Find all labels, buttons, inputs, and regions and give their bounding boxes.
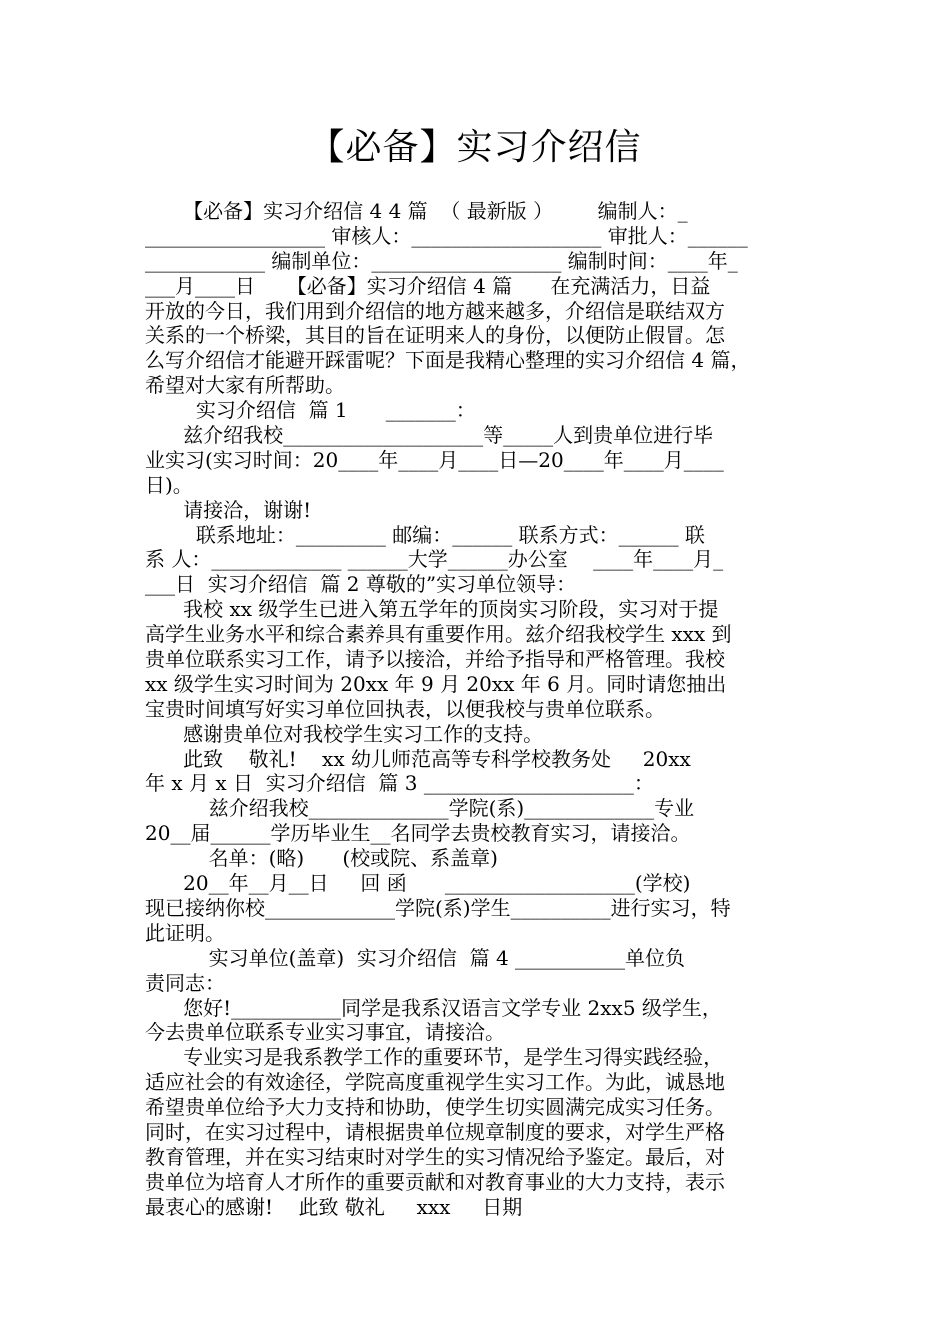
body-text-line: 关系的一个桥梁，其目的旨在证明来人的身份，以便防止假冒。怎 xyxy=(145,323,725,348)
body-text-line: 贵单位联系实习工作，请予以接洽，并给予指导和严格管理。我校 xyxy=(145,647,725,672)
body-text-line: 我校 xx 级学生已进入第五学年的顶岗实习阶段，实习对于提 xyxy=(145,597,719,622)
body-text-line: 您好!___________同学是我系汉语言文学专业 2xx5 级学生， xyxy=(145,995,722,1020)
body-text-line: 现已接纳你校_____________学院(系)学生__________进行实习，特 xyxy=(145,895,731,920)
body-text-line: ___月____日 【必备】实习介绍信 4 篇 在充满活力，日益 xyxy=(145,273,711,298)
body-text-line: 业实习(实习时间：20____年____月____日—20____年____月____ xyxy=(145,447,724,472)
body-text-line: __________________ 审核人：___________________ 审批人：______ xyxy=(145,223,748,248)
body-text-line: 年 x 月 x 日 实习介绍信 篇 3 _____________________： xyxy=(145,771,654,796)
body-text-line: 贵单位为培育人才所作的重要贡献和对教育事业的大力支持，表示 xyxy=(145,1169,725,1194)
body-text-line: 日)。 xyxy=(145,472,193,497)
body-text-line: 此致 敬礼! xx 幼儿师范高等专科学校教务处 20xx xyxy=(145,746,691,771)
body-text-line: 联系地址：_________ 邮编：______ 联系方式：______ 联 xyxy=(145,522,705,547)
body-text-line: 教育管理，并在实习结束时对学生的实习情况给予鉴定。最后，对 xyxy=(145,1144,725,1169)
body-text-line: 实习介绍信 篇 1 _______： xyxy=(145,398,476,423)
body-text-line: 20__届______学历毕业生__名同学去贵校教育实习，请接洽。 xyxy=(145,821,691,846)
body-text-line: 专业实习是我系教学工作的重要环节，是学生习得实践经验， xyxy=(145,1045,724,1070)
body-text-line: 责同志： xyxy=(145,970,225,995)
body-text-line: 感谢贵单位对我校学生实习工作的支持。 xyxy=(145,721,544,746)
body-text-line: 最衷心的感谢! 此致 敬礼 xxx 日期 xyxy=(145,1194,523,1219)
body-text-line: 开放的今日，我们用到介绍信的地方越来越多，介绍信是联结双方 xyxy=(145,298,725,323)
body-text-line: xx 级学生实习时间为 20xx 年 9 月 20xx 年 6 月。同时请您抽出 xyxy=(145,671,727,696)
body-text-line: 同时，在实习过程中，请根据贵单位规章制度的要求，对学生严格 xyxy=(145,1119,725,1144)
body-text-line: 兹介绍我校____________________等_____人到贵单位进行毕 xyxy=(145,423,714,448)
body-text-line: 么写介绍信才能避开踩雷呢？下面是我精心整理的实习介绍信 4 篇， xyxy=(145,348,751,373)
body-text-line: 系 人：_____________ ______大学______办公室 ____年____月_ xyxy=(145,547,724,572)
body-text-line: 20__年__月__日 回 函 ___________________(学校) xyxy=(145,871,691,896)
body-text-line: 宝贵时间填写好实习单位回执表，以便我校与贵单位联系。 xyxy=(145,696,665,721)
body-text-line: 希望贵单位给予大力支持和协助，使学生切实圆满完成实习任务。 xyxy=(145,1095,725,1120)
body-text-line: 今去贵单位联系专业实习事宜，请接洽。 xyxy=(145,1020,505,1045)
body-text-line: 高学生业务水平和综合素养具有重要作用。兹介绍我校学生 xxx 到 xyxy=(145,622,732,647)
body-text-line: 实习单位(盖章) 实习介绍信 篇 4 ___________单位负 xyxy=(145,945,686,970)
body-text-line: ____________ 编制单位：___________________ 编制时间：____年_ xyxy=(145,248,738,273)
body-text-line: ___日 实习介绍信 篇 2 尊敬的”实习单位领导： xyxy=(145,572,577,597)
document-title: 【必备】实习介绍信 xyxy=(308,127,642,168)
body-text-line: 【必备】实习介绍信 4 4 篇 （ 最新版 ） 编制人：_ xyxy=(145,199,688,223)
document-body xyxy=(145,199,825,1220)
body-text-line: 希望对大家有所帮助。 xyxy=(145,373,345,398)
body-text-line: 适应社会的有效途径，学院高度重视学生实习工作。为此，诚恳地 xyxy=(145,1070,725,1095)
body-text-line: 此证明。 xyxy=(145,920,225,945)
body-text-line: 名单：(略) (校或院、系盖章) xyxy=(145,846,498,871)
body-text-line: 请接洽，谢谢! xyxy=(145,497,312,522)
body-text-line: 兹介绍我校______________学院(系)_____________专业 xyxy=(145,796,695,821)
